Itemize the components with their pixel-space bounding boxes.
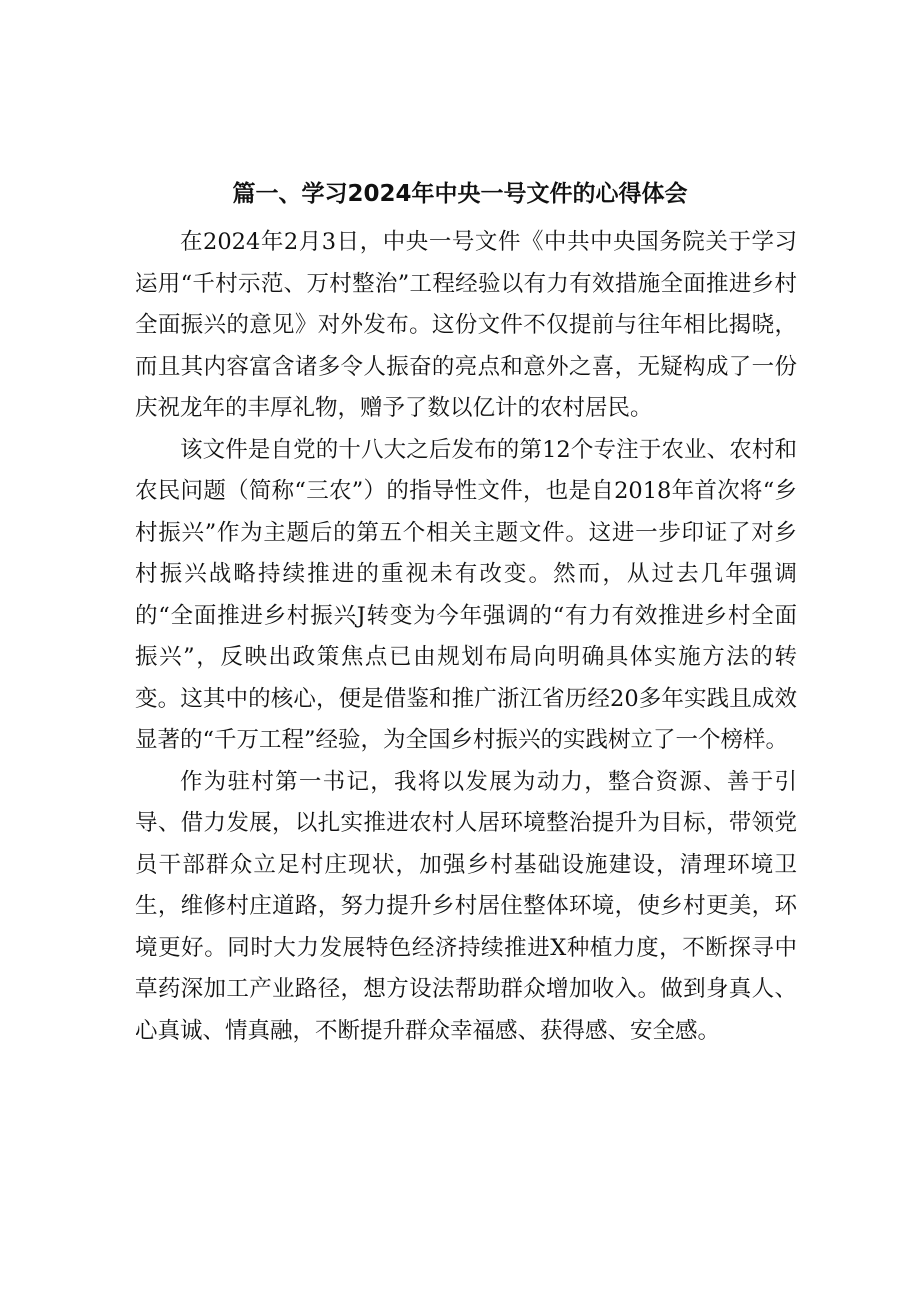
document-title: 篇一、学习2024年中央一号文件的心得体会	[232, 181, 688, 207]
paragraph-2: 该文件是自党的十八大之后发布的第12个专注于农业、农村和农民问题（简称“三农”）的指导性文件，也是自2018年首次将“乡村振兴”作为主题后的第五个相关主题文件。这进一步印证了对乡村振兴战略持续推进的重视未有改变。然而，从过去几年强调的“全面推进乡村振兴J转变为今年强调的“有力有效推进乡村全面振兴”，反映出政策焦点已由规划布局向明确具体实施方法的转变。这其中的核心，便是借鉴和推广浙江省历经20多年实践且成效显著的“千万工程”经验，为全国乡村振兴的实践树立了一个榜样。	[135, 436, 797, 753]
paragraph-3: 作为驻村第一书记，我将以发展为动力，整合资源、善于引导、借力发展，以扎实推进农村人居环境整治提升为目标，带领党员干部群众立足村庄现状，加强乡村基础设施建设，清理环境卫生，维修村庄道路，努力提升乡村居住整体环境，使乡村更美，环境更好。同时大力发展特色经济持续推进X种植力度，不断探寻中草药深加工产业路径，想方设法帮助群众增加收入。做到身真人、心真诚、情真融，不断提升群众幸福感、获得感、安全感。	[135, 768, 797, 1044]
paragraph-1: 在2024年2月3日，中央一号文件《中共中央国务院关于学习运用“千村示范、万村整治”工程经验以有力有效措施全面推进乡村全面振兴的意见》对外发布。这份文件不仅提前与往年相比揭晓，而且其内容富含诸多令人振奋的亮点和意外之喜，无疑构成了一份庆祝龙年的丰厚礼物，赠予了数以亿计的农村居民。	[135, 229, 797, 421]
document-body	[135, 222, 797, 1052]
